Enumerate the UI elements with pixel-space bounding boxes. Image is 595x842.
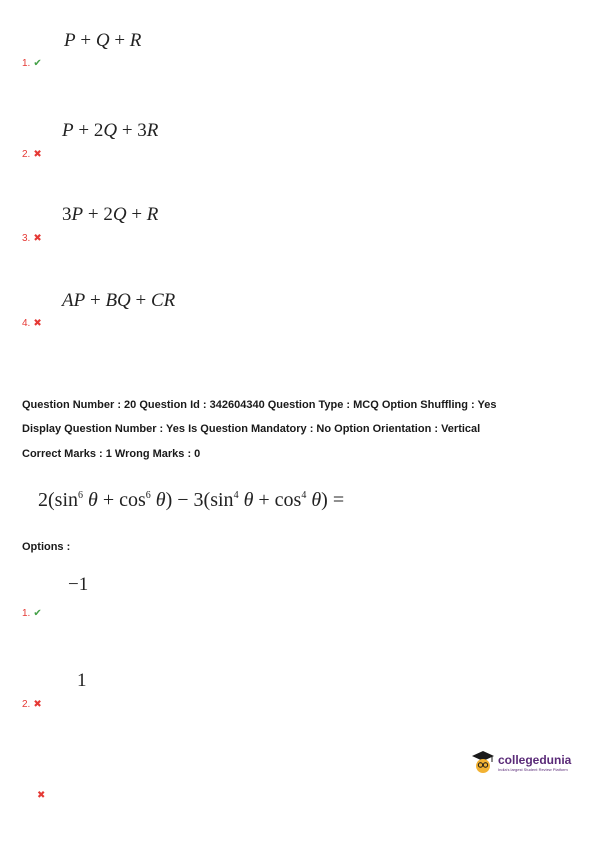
cross-icon: ✖ — [33, 149, 42, 160]
question-meta-line1: Question Number : 20 Question Id : 342604340 Question Type : MCQ Option Shuffling : Yes — [22, 399, 497, 411]
prev-option-1-number: 1. ✔ — [22, 58, 42, 69]
option-3-number — [34, 790, 45, 801]
prev-option-3-number: 3. ✖ — [22, 233, 42, 244]
cross-icon: ✖ — [33, 699, 42, 710]
options-label: Options : — [22, 541, 71, 553]
logo-tagline: India's largest Student Review Platform — [498, 766, 568, 772]
prev-option-1-expression: P + Q + R — [64, 30, 142, 51]
graduation-cap-icon — [470, 748, 496, 776]
question-meta-line3: Correct Marks : 1 Wrong Marks : 0 — [22, 448, 201, 460]
logo-name: collegedunia — [498, 752, 572, 767]
option-2-value: 1 — [77, 670, 87, 691]
check-icon: ✔ — [33, 608, 42, 619]
cross-icon: ✖ — [33, 318, 42, 329]
option-1-value: −1 — [68, 574, 89, 595]
prev-option-2-expression: P + 2Q + 3R — [62, 120, 159, 141]
prev-option-4-expression: AP + BQ + CR — [62, 290, 176, 311]
option-2-number: 2. ✖ — [22, 699, 42, 710]
prev-option-3-expression: 3P + 2Q + R — [62, 204, 159, 225]
prev-option-4-number: 4. ✖ — [22, 318, 42, 329]
question-meta-line2: Display Question Number : Yes Is Question Mandatory : No Option Orientation : Vertical — [22, 423, 481, 435]
prev-option-2-number: 2. ✖ — [22, 149, 42, 160]
cross-icon: ✖ — [33, 233, 42, 244]
collegedunia-logo — [470, 748, 571, 776]
cross-icon: ✖ — [37, 790, 46, 801]
question-expression: $2(\sin^6$ $\theta + \cos^6 \theta) - 3(\sin^4$ $\theta + \cos^4 \theta$) = — [38, 489, 345, 511]
check-icon: ✔ — [33, 58, 42, 69]
option-1-number: 1. ✔ — [22, 608, 42, 619]
